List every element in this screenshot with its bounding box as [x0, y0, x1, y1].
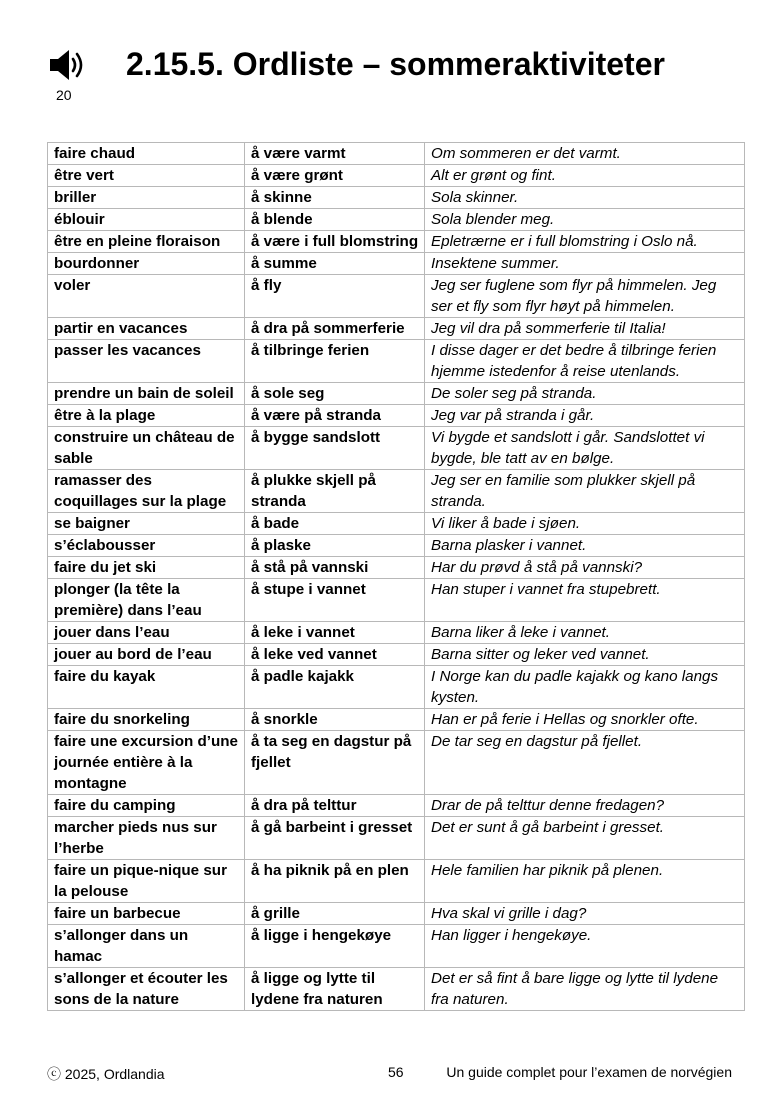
table-row [48, 666, 745, 709]
example-sentence: Han stuper i vannet fra stupebrett. [425, 579, 745, 622]
example-sentence: Det er sunt å gå barbeint i gresset. [425, 817, 745, 860]
french-term: faire une excursion d’une journée entière à la montagne [48, 731, 245, 795]
example-sentence: Sola skinner. [425, 187, 745, 209]
norwegian-term: å padle kajakk [245, 666, 425, 709]
example-sentence: Insektene summer. [425, 253, 745, 275]
table-row [48, 340, 745, 383]
french-term: s’allonger et écouter les sons de la nature [48, 968, 245, 1011]
table-row [48, 143, 745, 165]
example-sentence: Barna sitter og leker ved vannet. [425, 644, 745, 666]
french-term: construire un château de sable [48, 427, 245, 470]
vocabulary-table [47, 142, 745, 1011]
page-header [48, 44, 748, 114]
norwegian-term: å dra på telttur [245, 795, 425, 817]
example-sentence: Vi liker å bade i sjøen. [425, 513, 745, 535]
norwegian-term: å dra på sommerferie [245, 318, 425, 340]
french-term: éblouir [48, 209, 245, 231]
table-row [48, 860, 745, 903]
french-term: s’éclabousser [48, 535, 245, 557]
norwegian-term: å stupe i vannet [245, 579, 425, 622]
example-sentence: Om sommeren er det varmt. [425, 143, 745, 165]
example-sentence: Jeg var på stranda i går. [425, 405, 745, 427]
norwegian-term: å plaske [245, 535, 425, 557]
table-row [48, 427, 745, 470]
table-row [48, 209, 745, 231]
french-term: faire chaud [48, 143, 245, 165]
table-row [48, 383, 745, 405]
norwegian-term: å være i full blomstring [245, 231, 425, 253]
norwegian-term: å fly [245, 275, 425, 318]
example-sentence: Epletrærne er i full blomstring i Oslo nå. [425, 231, 745, 253]
example-sentence: Han er på ferie i Hellas og snorkler ofte. [425, 709, 745, 731]
example-sentence: Har du prøvd å stå på vannski? [425, 557, 745, 579]
example-sentence: Hva skal vi grille i dag? [425, 903, 745, 925]
table-row [48, 470, 745, 513]
table-row [48, 622, 745, 644]
french-term: se baigner [48, 513, 245, 535]
norwegian-term: å være grønt [245, 165, 425, 187]
table-row [48, 231, 745, 253]
french-term: faire du camping [48, 795, 245, 817]
french-term: bourdonner [48, 253, 245, 275]
french-term: faire du kayak [48, 666, 245, 709]
norwegian-term: å gå barbeint i gresset [245, 817, 425, 860]
example-sentence: Jeg ser fuglene som flyr på himmelen. Jeg ser et fly som flyr høyt på himmelen. [425, 275, 745, 318]
example-sentence: I disse dager er det bedre å tilbringe ferien hjemme istedenfor å reise utenlands. [425, 340, 745, 383]
french-term: faire un pique-nique sur la pelouse [48, 860, 245, 903]
french-term: voler [48, 275, 245, 318]
speaker-icon[interactable] [48, 48, 86, 82]
norwegian-term: å ha piknik på en plen [245, 860, 425, 903]
table-row [48, 903, 745, 925]
table-row [48, 318, 745, 340]
example-sentence: Jeg ser en familie som plukker skjell på stranda. [425, 470, 745, 513]
example-sentence: Jeg vil dra på sommerferie til Italia! [425, 318, 745, 340]
norwegian-term: å tilbringe ferien [245, 340, 425, 383]
french-term: être vert [48, 165, 245, 187]
table-row [48, 731, 745, 795]
table-row [48, 644, 745, 666]
french-term: plonger (la tête la première) dans l’eau [48, 579, 245, 622]
norwegian-term: å ta seg en dagstur på fjellet [245, 731, 425, 795]
table-row [48, 557, 745, 579]
copyright-text: ⓒ 2025, Ordlandia [47, 1066, 165, 1082]
norwegian-term: å sole seg [245, 383, 425, 405]
book-title: Un guide complet pour l’examen de norvégien [446, 1064, 732, 1080]
audio-track-number: 20 [56, 87, 72, 103]
table-row [48, 968, 745, 1011]
page-footer [47, 1064, 744, 1084]
french-term: être à la plage [48, 405, 245, 427]
norwegian-term: å ligge i hengekøye [245, 925, 425, 968]
table-row [48, 513, 745, 535]
norwegian-term: å bygge sandslott [245, 427, 425, 470]
french-term: jouer au bord de l’eau [48, 644, 245, 666]
norwegian-term: å plukke skjell på stranda [245, 470, 425, 513]
norwegian-term: å leke ved vannet [245, 644, 425, 666]
french-term: s’allonger dans un hamac [48, 925, 245, 968]
table-row [48, 795, 745, 817]
french-term: passer les vacances [48, 340, 245, 383]
norwegian-term: å være på stranda [245, 405, 425, 427]
french-term: marcher pieds nus sur l’herbe [48, 817, 245, 860]
table-row [48, 925, 745, 968]
table-row [48, 709, 745, 731]
vocabulary-table-body [48, 143, 745, 1011]
page-number: 56 [388, 1064, 404, 1080]
norwegian-term: å skinne [245, 187, 425, 209]
example-sentence: De soler seg på stranda. [425, 383, 745, 405]
table-row [48, 187, 745, 209]
french-term: prendre un bain de soleil [48, 383, 245, 405]
norwegian-term: å ligge og lytte til lydene fra naturen [245, 968, 425, 1011]
french-term: ramasser des coquillages sur la plage [48, 470, 245, 513]
table-row [48, 253, 745, 275]
french-term: être en pleine floraison [48, 231, 245, 253]
norwegian-term: å være varmt [245, 143, 425, 165]
example-sentence: Alt er grønt og fint. [425, 165, 745, 187]
french-term: partir en vacances [48, 318, 245, 340]
norwegian-term: å grille [245, 903, 425, 925]
example-sentence: De tar seg en dagstur på fjellet. [425, 731, 745, 795]
table-row [48, 817, 745, 860]
table-row [48, 405, 745, 427]
example-sentence: Vi bygde et sandslott i går. Sandslottet vi bygde, ble tatt av en bølge. [425, 427, 745, 470]
example-sentence: Sola blender meg. [425, 209, 745, 231]
table-row [48, 275, 745, 318]
norwegian-term: å blende [245, 209, 425, 231]
example-sentence: Drar de på telttur denne fredagen? [425, 795, 745, 817]
example-sentence: Barna plasker i vannet. [425, 535, 745, 557]
norwegian-term: å stå på vannski [245, 557, 425, 579]
norwegian-term: å summe [245, 253, 425, 275]
example-sentence: I Norge kan du padle kajakk og kano langs kysten. [425, 666, 745, 709]
norwegian-term: å leke i vannet [245, 622, 425, 644]
table-row [48, 535, 745, 557]
page-title: 2.15.5. Ordliste – sommeraktiviteter [126, 46, 665, 82]
norwegian-term: å bade [245, 513, 425, 535]
table-row [48, 579, 745, 622]
french-term: faire du jet ski [48, 557, 245, 579]
french-term: briller [48, 187, 245, 209]
example-sentence: Barna liker å leke i vannet. [425, 622, 745, 644]
example-sentence: Det er så fint å bare ligge og lytte til lydene fra naturen. [425, 968, 745, 1011]
example-sentence: Hele familien har piknik på plenen. [425, 860, 745, 903]
example-sentence: Han ligger i hengekøye. [425, 925, 745, 968]
french-term: faire du snorkeling [48, 709, 245, 731]
french-term: jouer dans l’eau [48, 622, 245, 644]
norwegian-term: å snorkle [245, 709, 425, 731]
table-row [48, 165, 745, 187]
french-term: faire un barbecue [48, 903, 245, 925]
